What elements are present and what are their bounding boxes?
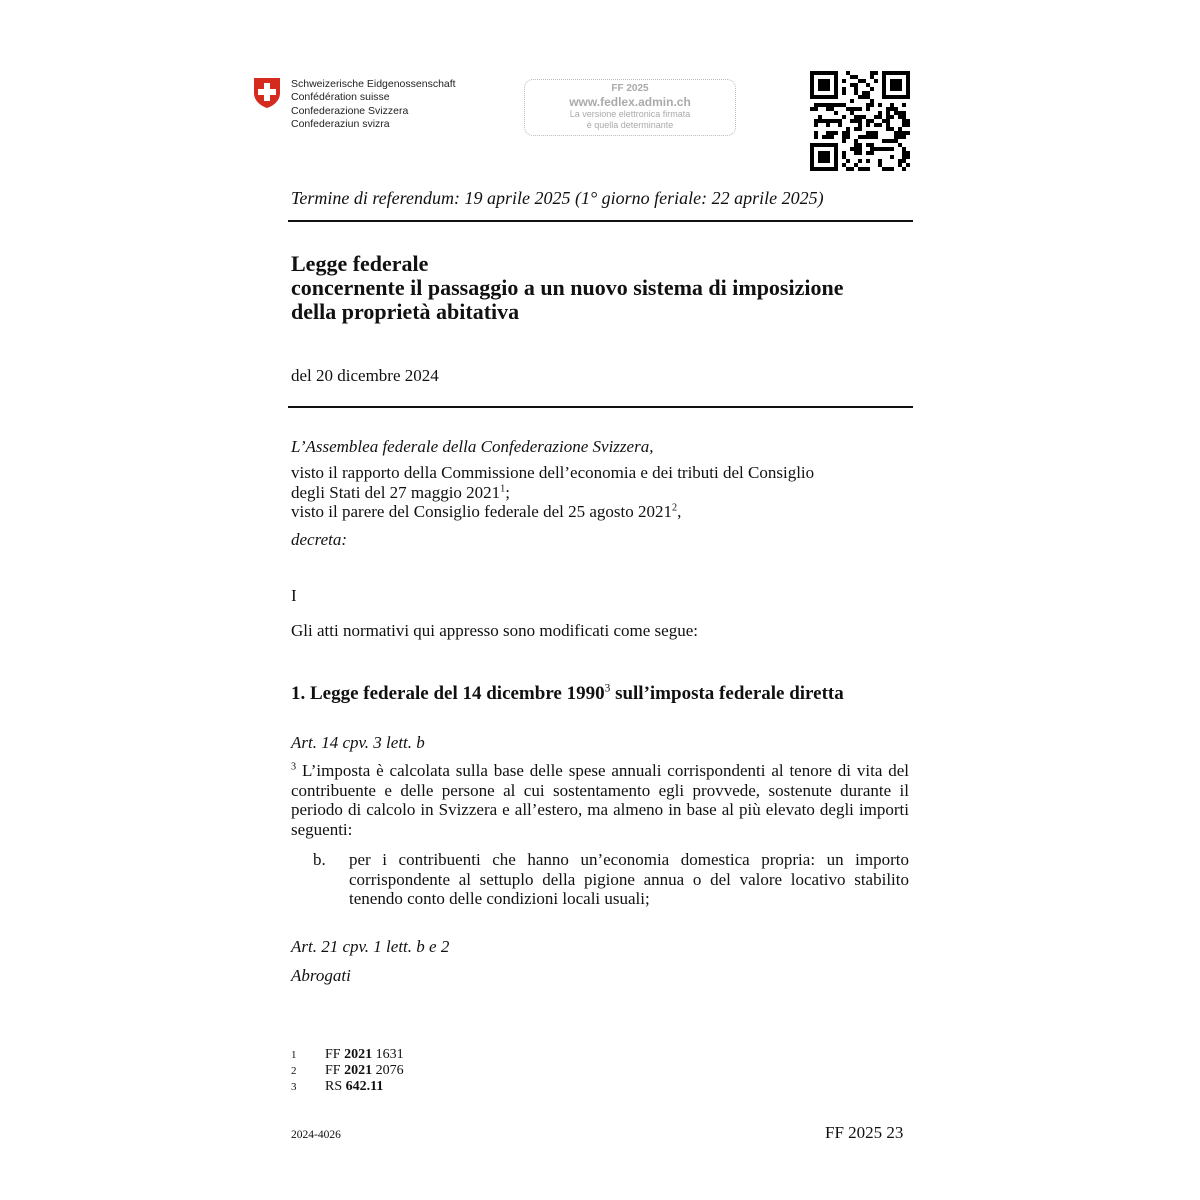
article-21-text: Abrogati — [291, 966, 351, 985]
preamble-line-2: degli Stati del 27 maggio 2021$^1$; — [291, 482, 510, 502]
page-reference: FF 2025 23 — [825, 1123, 904, 1142]
preamble-line-1: visto il rapporto della Commissione dell’economia e dei tributi del Consiglio — [291, 463, 815, 482]
list-item-label: b. — [313, 850, 326, 869]
confederation-name-it: Confederazione Svizzera — [291, 104, 409, 117]
divider-top — [288, 220, 913, 222]
electronic-version-stamp — [524, 79, 736, 136]
article-14-paragraph: $^3$ L’imposta è calcolata sulla base delle spese annuali corrispondenti al tenore di vita del contribuente e delle persone al cui sostentamento egli provvede, sostenute durante il periodo di calcolo in Svizzera e all’estero, ma almeno in base al più elevato degli importi seguenti: — [291, 761, 909, 839]
stamp-ff: FF 2025 — [611, 83, 649, 94]
referendum-deadline: Termine di referendum: 19 aprile 2025 (1° giorno feriale: 22 aprile 2025) — [291, 188, 824, 208]
document-number: 2024-4026 — [291, 1129, 341, 1141]
title-line-1: Legge federale — [291, 251, 429, 276]
article-21-title: Art. 21 cpv. 1 lett. b e 2 — [291, 937, 450, 956]
preamble-decreta: decreta: — [291, 530, 348, 549]
title-line-2: concernente il passaggio a un nuovo sistema di imposizione — [291, 275, 844, 300]
confederation-name-rm: Confederaziun svizra — [291, 118, 390, 131]
law-heading: 1. Legge federale del 14 dicembre 1990$^3$ sull’imposta federale diretta — [291, 682, 844, 704]
confederation-name-de: Schweizerische Eidgenossenschaft — [291, 78, 456, 90]
preamble-line-3: visto il parere del Consiglio federale del 25 agosto 2021$^2$, — [291, 502, 682, 521]
stamp-note-1: La versione elettronica firmata — [569, 109, 691, 119]
preamble-assembly: L’Assemblea federale della Confederazione Svizzera, — [291, 437, 654, 456]
title-line-3: della proprietà abitativa — [291, 299, 520, 324]
footnote-ref-2[interactable]: 2 — [672, 502, 678, 514]
footnote-2: 2 FF 2021 2076 — [291, 1063, 404, 1078]
document-title — [291, 252, 843, 324]
preamble-text — [291, 463, 814, 522]
footnote-1: 1 FF 2021 1631 — [291, 1047, 404, 1062]
article-14-title: Art. 14 cpv. 3 lett. b — [291, 733, 425, 752]
confederation-names — [291, 78, 456, 132]
stamp-note-2: è quella determinante — [586, 120, 674, 130]
divider-bottom — [288, 406, 913, 408]
paragraph-number: 3 — [291, 761, 297, 773]
confederation-name-fr: Confédération suisse — [291, 91, 390, 104]
qr-code-icon — [810, 71, 910, 171]
document-date: del 20 dicembre 2024 — [291, 366, 439, 385]
list-item-text: per i contribuenti che hanno un’economia domestica propria: un importo corrispondente al settuplo della pigione annua o del valore locativo stabilito tenendo conto delle condizioni locali usuali; — [349, 850, 909, 908]
swiss-cross-icon — [252, 76, 282, 109]
footnote-ref-3[interactable]: 3 — [604, 682, 611, 695]
footnote-3: 3 RS 642.11 — [291, 1079, 384, 1094]
stamp-url[interactable]: www.fedlex.admin.ch — [569, 95, 691, 109]
section-intro: Gli atti normativi qui appresso sono modificati come segue: — [291, 621, 698, 640]
section-number: I — [291, 586, 297, 605]
footnote-ref-1[interactable]: 1 — [500, 482, 506, 494]
